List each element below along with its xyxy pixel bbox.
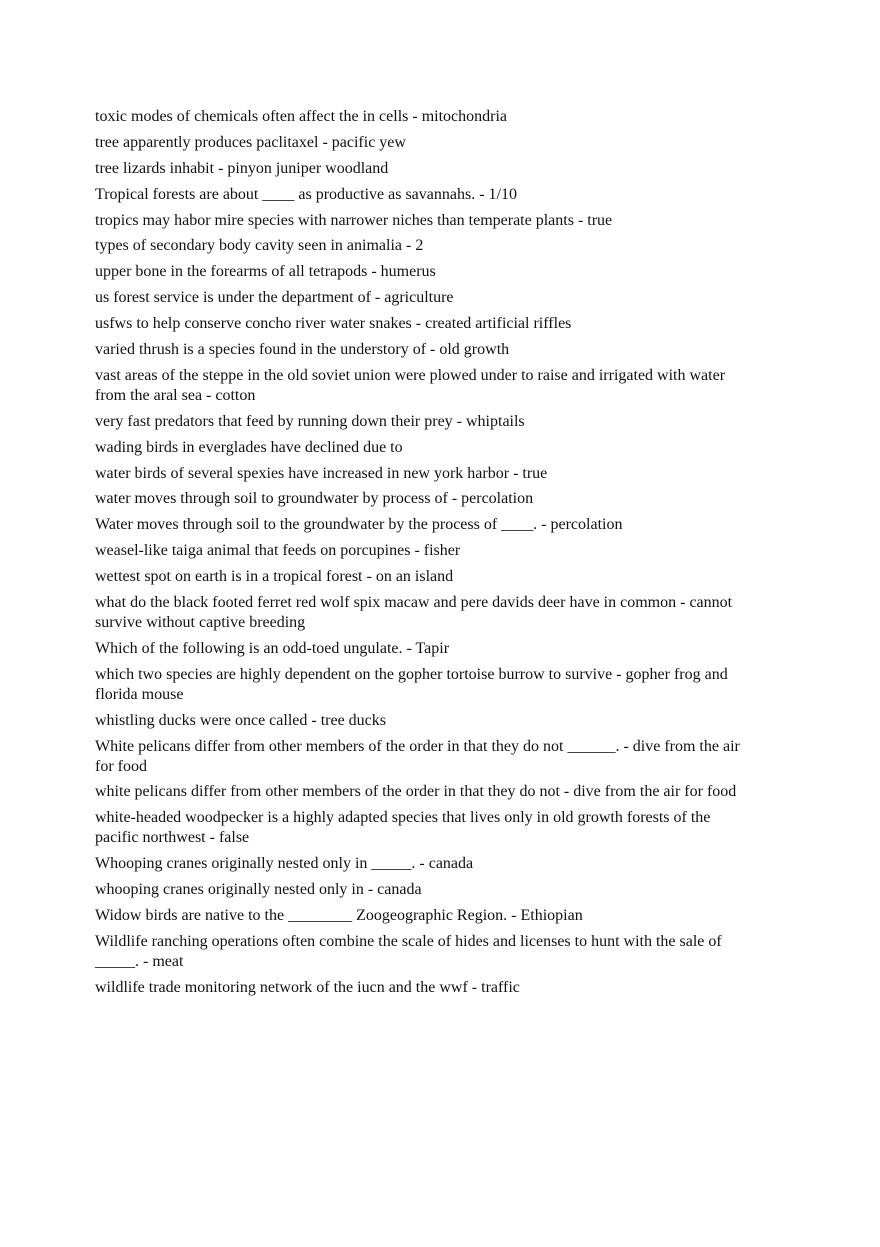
qa-entry: whooping cranes originally nested only in - canada: [95, 881, 422, 899]
qa-entry: tree apparently produces paclitaxel - pacific yew: [95, 133, 406, 151]
qa-entry: wildlife trade monitoring network of the iucn and the wwf - traffic: [95, 978, 520, 996]
qa-entry: types of secondary body cavity seen in animalia - 2: [95, 237, 424, 255]
qa-entry: what do the black footed ferret red wolf spix macaw and pere davids deer have in common - cannot survive without captive breeding: [95, 594, 733, 632]
qa-entry: White pelicans differ from other members of the order in that they do not ______. - dive from the air for food: [95, 737, 740, 775]
qa-entry: white pelicans differ from other members of the order in that they do not - dive from the air for food: [95, 783, 737, 801]
qa-entry: Widow birds are native to the ________ Zoogeographic Region. - Ethiopian: [95, 907, 583, 925]
qa-entry: wettest spot on earth is in a tropical forest - on an island: [95, 568, 454, 586]
qa-entry: toxic modes of chemicals often affect the in cells - mitochondria: [95, 108, 508, 125]
qa-entry: water birds of several spexies have increased in new york harbor - true: [95, 464, 548, 482]
qa-entry: tropics may habor mire species with narrower niches than temperate plants - true: [95, 211, 613, 229]
qa-entry: Whooping cranes originally nested only in _____. - canada: [95, 855, 474, 873]
qa-entry: white-headed woodpecker is a highly adapted species that lives only in old growth forests of the pacific northwest - false: [95, 809, 711, 847]
qa-entry: very fast predators that feed by running down their prey - whiptails: [95, 412, 525, 430]
qa-entry: tree lizards inhabit - pinyon juniper woodland: [95, 159, 389, 177]
qa-entry: us forest service is under the department of - agriculture: [95, 289, 454, 307]
qa-entry: upper bone in the forearms of all tetrapods - humerus: [95, 263, 436, 281]
qa-entry: weasel-like taiga animal that feeds on porcupines - fisher: [95, 542, 461, 560]
qa-entry: varied thrush is a species found in the understory of - old growth: [95, 341, 510, 359]
qa-entry: Wildlife ranching operations often combine the scale of hides and licenses to hunt with the sale of _____. - meat: [95, 932, 722, 970]
qa-entry: whistling ducks were once called - tree ducks: [95, 711, 387, 729]
qa-entry: Tropical forests are about ____ as productive as savannahs. - 1/10: [95, 185, 517, 203]
qa-list: [95, 107, 755, 1004]
qa-entry: usfws to help conserve concho river water snakes - created artificial riffles: [95, 315, 572, 333]
qa-entry: Which of the following is an odd-toed ungulate. - Tapir: [95, 639, 450, 657]
qa-entry: which two species are highly dependent on the gopher tortoise burrow to survive - gopher frog and florida mouse: [95, 665, 728, 703]
qa-entry: water moves through soil to groundwater by process of - percolation: [95, 490, 534, 508]
qa-entry: vast areas of the steppe in the old soviet union were plowed under to raise and irrigated with water from the aral sea - cotton: [95, 366, 726, 404]
qa-entry: wading birds in everglades have declined due to: [95, 438, 403, 456]
qa-entry: Water moves through soil to the groundwater by the process of ____. - percolation: [95, 516, 623, 534]
